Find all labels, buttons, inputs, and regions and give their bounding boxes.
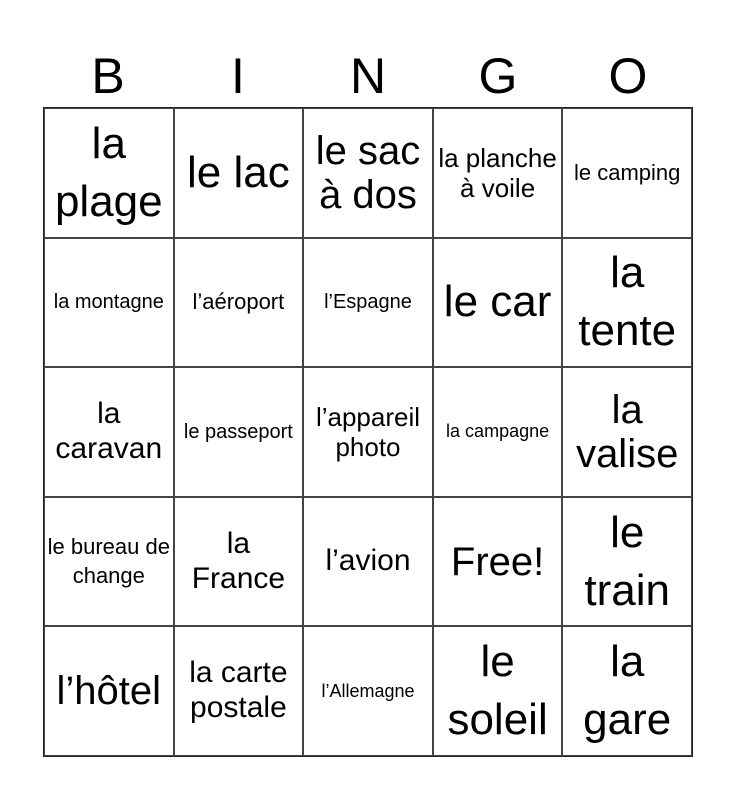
cell-text: le train (584, 507, 670, 615)
cell-text: la tente (578, 248, 677, 356)
bingo-cell[interactable] (303, 367, 433, 497)
bingo-cell[interactable] (174, 626, 304, 756)
bingo-card (43, 107, 693, 757)
bingo-cell[interactable] (562, 626, 692, 756)
cell-text: le camping (574, 159, 681, 185)
cell-text: le sac à dos (315, 128, 421, 217)
cell-text: la carte postale (189, 656, 288, 725)
bingo-cell[interactable] (303, 238, 433, 368)
bingo-cell[interactable] (44, 497, 174, 627)
bingo-cell[interactable] (433, 367, 563, 497)
cell-text: le passeport (183, 420, 293, 443)
bingo-cell[interactable] (44, 108, 174, 238)
bingo-cell[interactable] (303, 626, 433, 756)
cell-text: l’Espagne (324, 291, 412, 314)
bingo-cell[interactable] (433, 108, 563, 238)
bingo-cell[interactable] (174, 497, 304, 627)
bingo-cell[interactable] (44, 626, 174, 756)
free-space-text: Free! (450, 539, 545, 584)
bingo-cell[interactable] (562, 497, 692, 627)
bingo-cell[interactable] (174, 108, 304, 238)
bingo-header (43, 48, 693, 104)
cell-text: le lac (187, 147, 290, 197)
bingo-cell[interactable] (174, 367, 304, 497)
bingo-cell[interactable] (433, 238, 563, 368)
header-letter-b: B (91, 48, 125, 104)
cell-text: la France (191, 526, 286, 595)
bingo-cell[interactable] (303, 108, 433, 238)
free-space-cell[interactable] (433, 497, 563, 627)
bingo-cell[interactable] (44, 367, 174, 497)
cell-text: le soleil (447, 637, 548, 745)
header-letter-o: O (608, 48, 648, 104)
cell-text: l’Allemagne (321, 680, 415, 701)
bingo-cell[interactable] (303, 497, 433, 627)
bingo-cell[interactable] (44, 238, 174, 368)
cell-text: la planche à voile (438, 142, 557, 203)
bingo-cell[interactable] (174, 238, 304, 368)
cell-text: la campagne (446, 421, 550, 442)
bingo-cell[interactable] (433, 626, 563, 756)
cell-text: l’avion (325, 544, 411, 578)
bingo-cell[interactable] (562, 238, 692, 368)
cell-text: la plage (54, 118, 163, 226)
header-letter-i: I (231, 48, 245, 104)
header-letter-n: N (349, 48, 387, 104)
cell-text: la gare (583, 637, 672, 745)
bingo-cell[interactable] (562, 108, 692, 238)
header-letter-g: G (478, 48, 518, 104)
cell-text: le car (443, 277, 552, 327)
cell-text: la valise (576, 387, 679, 476)
cell-text: l’aéroport (192, 289, 285, 315)
cell-text: le bureau de change (47, 534, 170, 588)
cell-text: la caravan (55, 397, 163, 465)
cell-text: l’appareil photo (315, 401, 421, 462)
cell-text: la montagne (53, 291, 164, 314)
cell-text: l’hôtel (56, 669, 162, 714)
bingo-cell[interactable] (562, 367, 692, 497)
